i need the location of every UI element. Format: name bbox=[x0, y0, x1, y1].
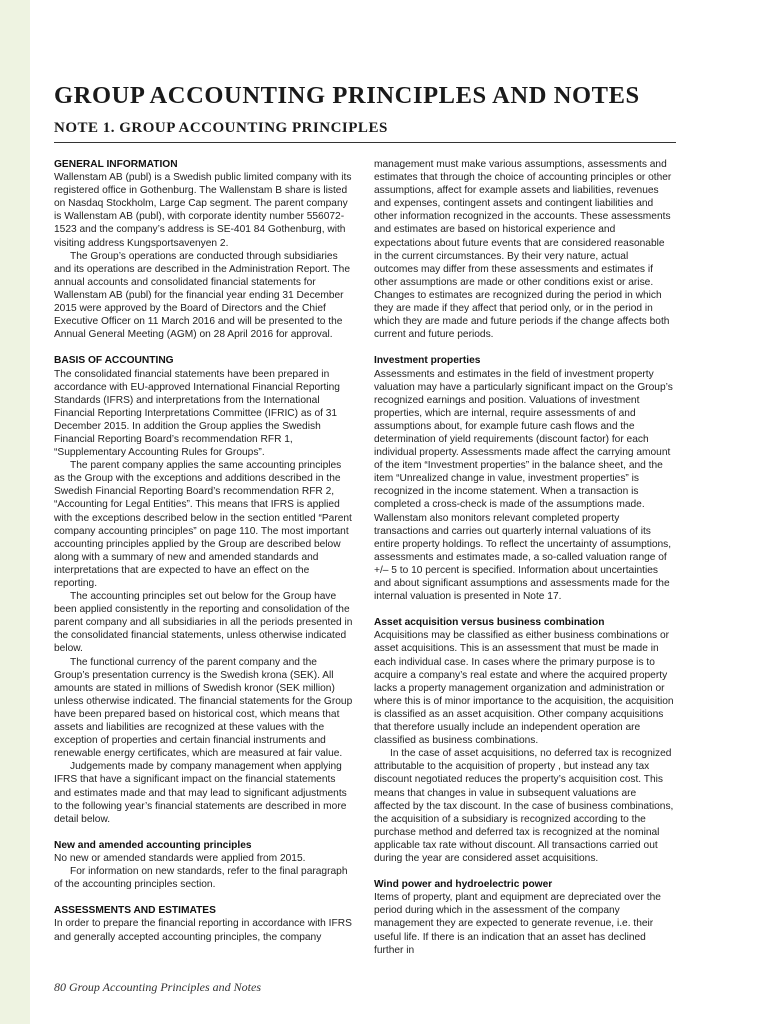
title-divider bbox=[54, 142, 676, 143]
section-heading-investment: Investment properties bbox=[374, 355, 481, 367]
paragraph: In the case of asset acquisitions, no deferred tax is recognized attributable to the acquisition of property , but instead any tax discount negotiated reduces the property’s acquisition cost. This means that changes in value in subsequent valuations are affected by the tax discount. In the case of business combinations, the acquisition of a subsidiary is recognized according to the purchase method and deferred tax is recognized at the nominal applicable tax rate without discount. All transactions carried out during the year are considered asset acquisitions. bbox=[374, 748, 674, 864]
paragraph: Judgements made by company management when applying IFRS that have a significant impact on the financial statements and estimates made and that may lead to significant adjustments to the following year’s financial statements are described in more detail below. bbox=[54, 761, 347, 825]
paragraph: No new or amended standards were applied from 2015. bbox=[54, 852, 306, 864]
paragraph: The consolidated financial statements have been prepared in accordance with EU-approved International Financial Reporting Standards (IFRS) and interpretations from the International Financial Reporting Interpretations Committee (IFRIC) as of 31 December 2015. In addition the Group applies the Swedish Financial Reporting Board’s recommendation RFR 1, “Supplementary Accounting Rules for Groups”. bbox=[54, 368, 340, 459]
paragraph: The Group’s operations are conducted through subsidiaries and its operations are described in the Administration Report. The annual accounts and consolidated financial statements for Wallenstam AB (publ) for the financial year ending 31 December 2015 were approved by the Board of Directors and the Chief Executive Officer on 11 March 2016 and will be presented to the Annual General Meeting (AGM) on 28 April 2016 for approval. bbox=[54, 250, 350, 341]
note-title: NOTE 1. GROUP ACCOUNTING PRINCIPLES bbox=[54, 120, 388, 136]
section-heading-assessments: ASSESSMENTS AND ESTIMATES bbox=[54, 905, 216, 917]
paragraph: Assessments and estimates in the field of investment property valuation may have a particularly significant impact on the Group’s recognized earnings and position. Valuations of investment properties, which are internal, require assessments of and assumptions about, for example future cash flows and the determination of yield requirements (discount factor) for each individual property. Assessments made affect the carrying amount of the item “Investment properties” in the balance sheet, and the item “Unrealized change in value, investment properties” is recognized in the income statement. When a transaction is completed a cross-check is made of the assumptions made. Wallenstam also monitors relevant completed property transactions and carries out quarterly internal valuations of its entire property holdings. To reflect the uncertainty of assumptions, assessments and estimates made, a so-called valuation range of +/– 5 to 10 percent is specified. Information about uncertainties and about significant assumptions and assessments made for the internal valuation is presented in Note 17. bbox=[374, 368, 673, 603]
paragraph: Items of property, plant and equipment are depreciated over the period during which in the assessment of the company management they are expected to generate revenue, i.e. their useful life. If there is an indication that an asset has declined further in bbox=[374, 892, 661, 956]
paragraph: Wallenstam AB (publ) is a Swedish public limited company with its registered office in Gothenburg. The Wallenstam B share is listed on Nasdaq Stockholm, Large Cap segment. The parent company is Wallenstam AB (publ), with corporate identity number 556072-1523 and the company’s address is SE-401 84 Gothenburg, with visiting address Kungsportsavenyen 2. bbox=[54, 172, 352, 249]
page-footer: 80 Group Accounting Principles and Notes bbox=[54, 980, 261, 994]
paragraph: The accounting principles set out below for the Group have been applied consistently in the reporting and consolidation of the parent company and all subsidiaries in all the periods presented in the consolidated financial statements, unless otherwise indicated below. bbox=[54, 591, 353, 655]
left-column bbox=[54, 158, 354, 944]
section-heading-new: New and amended accounting principles bbox=[54, 839, 252, 851]
section-heading-asset-acquisition: Asset acquisition versus business combination bbox=[374, 617, 605, 629]
section-heading-general: GENERAL INFORMATION bbox=[54, 159, 178, 170]
section-heading-basis: BASIS OF ACCOUNTING bbox=[54, 355, 174, 367]
page-title: GROUP ACCOUNTING PRINCIPLES AND NOTES bbox=[54, 82, 640, 109]
right-column bbox=[374, 158, 674, 957]
paragraph: The parent company applies the same accounting principles as the Group with the exceptions and additions described in the Swedish Financial Reporting Board’s recommendation RFR 2, “Accounting for Legal Entities”. This means that IFRS is applied with the exceptions described below in the section entitled “Parent company accounting principles” on page 110. The most important accounting principles applied by the Group are described below along with a summary of new and amended standards and interpretations that are expected to have an effect on the reporting. bbox=[54, 460, 352, 589]
paragraph: Acquisitions may be classified as either business combinations or asset acquisitions. This is an assessment that must be made in each individual case. In cases where the primary purpose is to acquire a company’s real estate and where the acquired property lacks a property management organization and administration or where this is of minor importance to the acquisition, the acquisition is classified as an asset acquisition. Other company acquisitions that therefore usually include an independent operation are classified as business combinations. bbox=[374, 630, 674, 747]
section-heading-wind-power: Wind power and hydroelectric power bbox=[374, 879, 553, 891]
paragraph: management must make various assumptions, assessments and estimates that through the choice of accounting principles or other assumptions, affect for example assets and liabilities, revenues and expenses, contingent assets and contingent liabilities and other information recognized in the accounts. These assessments and estimates are based on historical experience and expectations about future events that are considered reasonable in the current circumstances. By their very nature, actual outcomes may differ from these assessments and estimates if other assumptions are made or other conditions exist or arise. Changes to estimates are recognized during the period in which they are made if they affect that period only, or in the period in which they are made and future periods if the change affects both current and future periods. bbox=[374, 159, 672, 341]
paragraph: The functional currency of the parent company and the Group’s presentation currency is the Swedish krona (SEK). All amounts are stated in millions of Swedish kronor (SEK million) unless otherwise indicated. The financial statements for the Group have been prepared based on historical cost, which means that assets and liabilities are recognized at these values with the exception of properties and certain financial instruments and renewable energy certificates, which are measured at fair value. bbox=[54, 656, 353, 760]
page-margin-strip bbox=[0, 0, 30, 1024]
paragraph: In order to prepare the financial reporting in accordance with IFRS and generally accepted accounting principles, the company bbox=[54, 918, 352, 943]
paragraph: For information on new standards, refer to the final paragraph of the accounting principles section. bbox=[54, 866, 348, 891]
